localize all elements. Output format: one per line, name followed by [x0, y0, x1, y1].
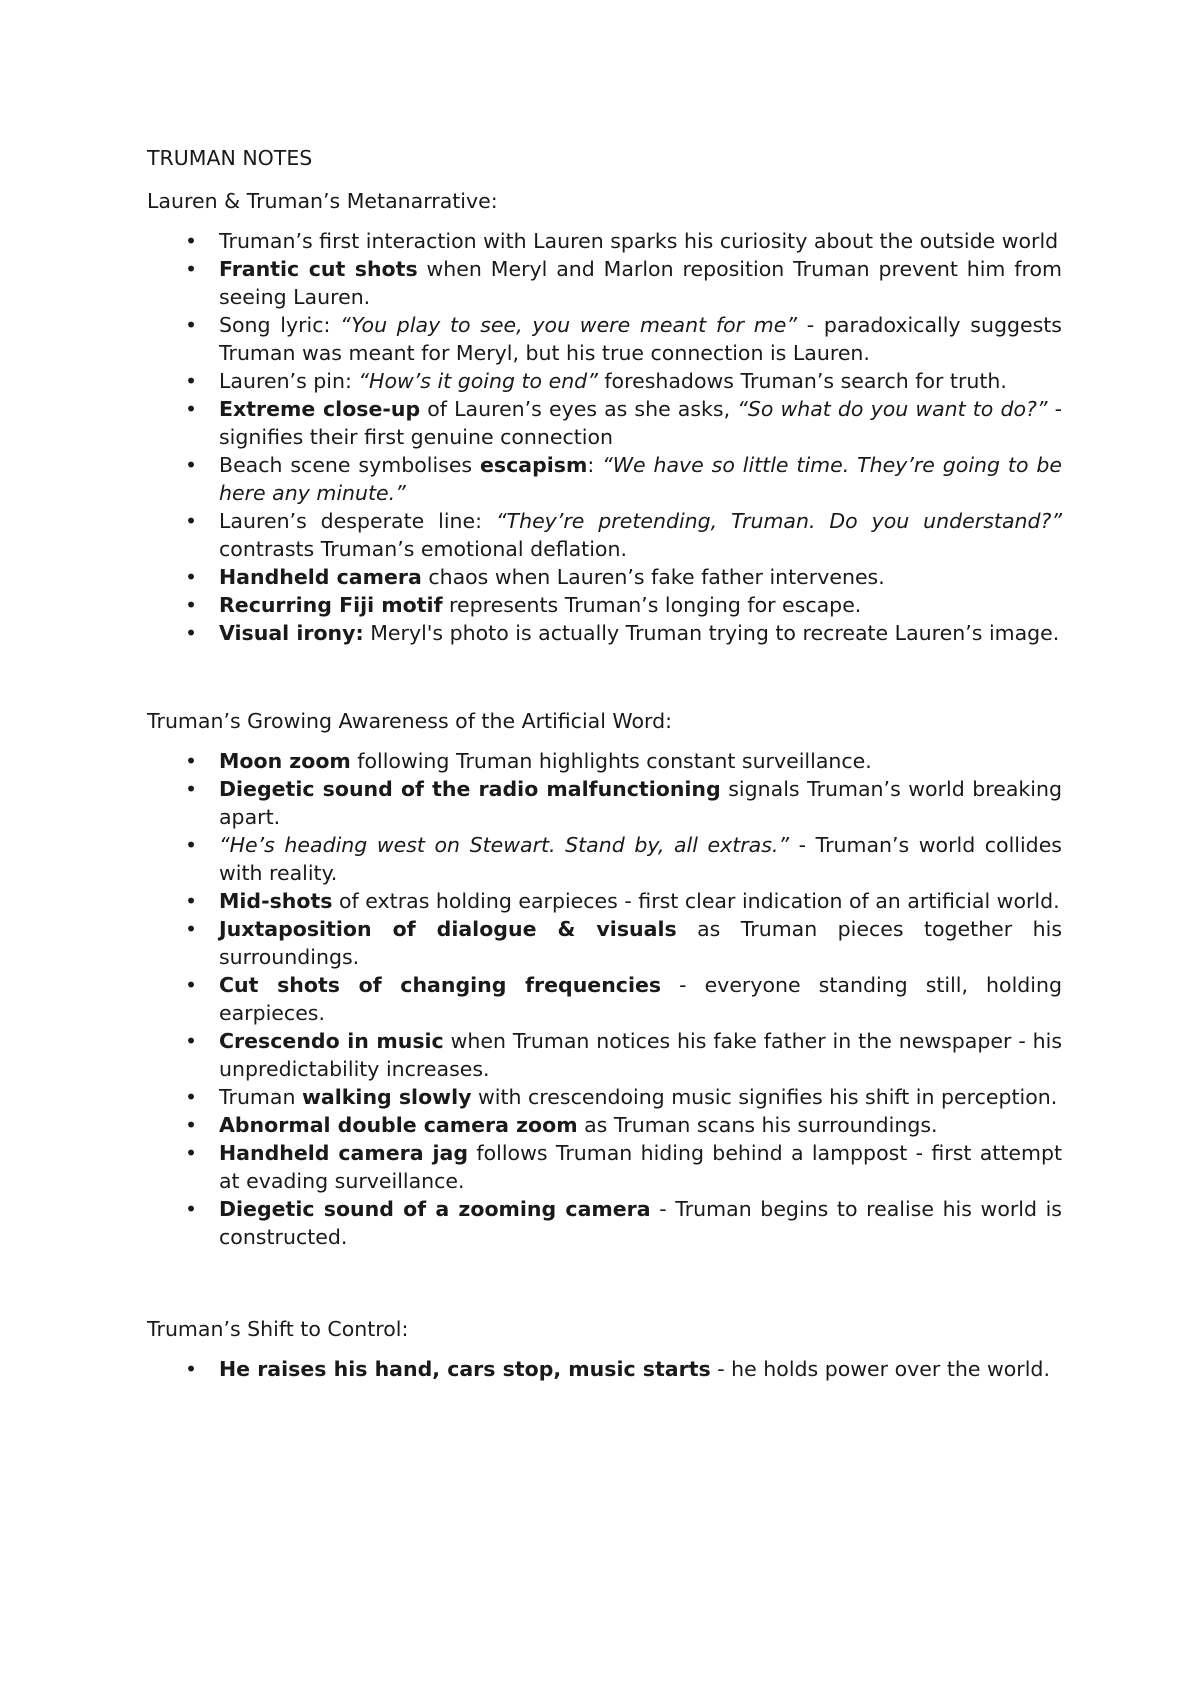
italic-quote: “So what do you want to do?”: [737, 397, 1048, 421]
body-text: as Truman pieces together his surroundings.: [219, 917, 1063, 969]
bold-text: Mid-shots: [219, 889, 333, 913]
bold-text: Diegetic sound of a zooming camera: [219, 1197, 651, 1221]
list-item: [147, 887, 1062, 915]
bold-text: Cut shots of changing frequencies: [219, 973, 662, 997]
bold-text: Diegetic sound of the radio malfunctioning: [219, 777, 721, 801]
list-item: [147, 227, 1062, 255]
body-text: follows Truman hiding behind a lamppost - first attempt at evading surveillance.: [219, 1141, 1062, 1193]
list-item: [147, 1355, 1062, 1383]
body-text: following Truman highlights constant surveillance.: [350, 749, 872, 773]
bold-text: escapism: [479, 453, 588, 477]
bold-text: Handheld camera: [219, 565, 422, 589]
body-text: Truman: [219, 1085, 302, 1109]
bullet-icon: •: [185, 453, 198, 477]
list-item: [147, 311, 1062, 367]
body-text: Beach scene symbolises: [219, 453, 480, 477]
italic-quote: “We have so little time. They’re going to be here any minute.”: [219, 453, 1062, 505]
list-item: [147, 591, 1062, 619]
body-text: Lauren’s pin:: [219, 369, 359, 393]
list-item: [147, 775, 1062, 831]
bullet-list: [147, 747, 1062, 1251]
bold-text: Crescendo in music: [219, 1029, 444, 1053]
list-item: [147, 395, 1062, 451]
body-text: Truman’s first interaction with Lauren sparks his curiosity about the outside world: [219, 229, 1059, 253]
bold-text: walking slowly: [301, 1085, 472, 1109]
italic-quote: “You play to see, you were meant for me”: [340, 313, 797, 337]
list-item: [147, 971, 1062, 1027]
body-text: Song lyric:: [219, 313, 341, 337]
list-item: [147, 1111, 1062, 1139]
section-spacer: [147, 1251, 1062, 1315]
body-text: foreshadows Truman’s search for truth.: [597, 369, 1007, 393]
bold-text: Extreme close-up: [219, 397, 421, 421]
bullet-icon: •: [185, 1197, 198, 1221]
list-item: [147, 451, 1062, 507]
sections-container: [147, 187, 1062, 1383]
list-item: [147, 747, 1062, 775]
bullet-icon: •: [185, 889, 198, 913]
bullet-icon: •: [185, 397, 198, 421]
body-text: Lauren’s desperate line:: [219, 509, 496, 533]
bullet-icon: •: [185, 229, 198, 253]
section-heading: Lauren & Truman’s Metanarrative:: [147, 189, 498, 213]
list-item: [147, 1027, 1062, 1083]
section-spacer: [147, 647, 1062, 707]
bold-text: Abnormal double camera zoom: [219, 1113, 578, 1137]
body-text: signals Truman’s world breaking apart.: [219, 777, 1062, 829]
body-text: - he holds power over the world.: [710, 1357, 1050, 1381]
document-title: TRUMAN NOTES: [147, 146, 313, 170]
body-text: when Truman notices his fake father in the newspaper - his unpredictability increases.: [219, 1029, 1063, 1081]
italic-quote: “He’s heading west on Stewart. Stand by, all extras.”: [219, 833, 790, 857]
bold-text: Visual irony:: [219, 621, 364, 645]
bullet-icon: •: [185, 1029, 198, 1053]
bold-text: Handheld camera jag: [219, 1141, 469, 1165]
bullet-icon: •: [185, 1357, 198, 1381]
italic-quote: “They’re pretending, Truman. Do you understand?”: [495, 509, 1063, 533]
list-item: [147, 619, 1062, 647]
body-text: as Truman scans his surroundings.: [577, 1113, 938, 1137]
bullet-icon: •: [185, 509, 198, 533]
list-item: [147, 915, 1062, 971]
section-heading: Truman’s Growing Awareness of the Artificial Word:: [147, 709, 673, 733]
bullet-list: [147, 227, 1062, 647]
bullet-icon: •: [185, 1085, 198, 1109]
bold-text: Recurring Fiji motif: [219, 593, 443, 617]
list-item: [147, 507, 1062, 563]
bullet-icon: •: [185, 257, 198, 281]
bullet-icon: •: [185, 1113, 198, 1137]
body-text: contrasts Truman’s emotional deflation.: [219, 537, 627, 561]
bullet-icon: •: [185, 973, 198, 997]
bullet-icon: •: [185, 917, 198, 941]
body-text: with crescendoing music signifies his shift in perception.: [471, 1085, 1058, 1109]
list-item: [147, 563, 1062, 591]
body-text: - everyone standing still, holding earpieces.: [219, 973, 1063, 1025]
bold-text: He raises his hand, cars stop, music starts: [219, 1357, 711, 1381]
section-heading: Truman’s Shift to Control:: [147, 1317, 409, 1341]
body-text: chaos when Lauren’s fake father intervenes.: [421, 565, 885, 589]
body-text: :: [587, 453, 603, 477]
body-text: of Lauren’s eyes as she asks,: [420, 397, 738, 421]
list-item: [147, 367, 1062, 395]
bold-text: Frantic cut shots: [219, 257, 418, 281]
bullet-icon: •: [185, 833, 198, 857]
bullet-icon: •: [185, 565, 198, 589]
bullet-list: [147, 1355, 1062, 1383]
document-page: [147, 144, 1062, 1383]
body-text: of extras holding earpieces - first clear indication of an artificial world.: [332, 889, 1060, 913]
bullet-icon: •: [185, 1141, 198, 1165]
list-item: [147, 1195, 1062, 1251]
body-text: represents Truman’s longing for escape.: [442, 593, 862, 617]
bullet-icon: •: [185, 369, 198, 393]
bold-text: Moon zoom: [219, 749, 351, 773]
bullet-icon: •: [185, 621, 198, 645]
list-item: [147, 255, 1062, 311]
bullet-icon: •: [185, 313, 198, 337]
body-text: Meryl's photo is actually Truman trying to recreate Lauren’s image.: [363, 621, 1060, 645]
bold-text: Juxtaposition of dialogue & visuals: [219, 917, 677, 941]
italic-quote: “How’s it going to end”: [358, 369, 598, 393]
list-item: [147, 1083, 1062, 1111]
bullet-icon: •: [185, 749, 198, 773]
body-text: - paradoxically suggests Truman was meant for Meryl, but his true connection is Lauren.: [219, 313, 1062, 365]
body-text: - Truman’s world collides with reality.: [219, 833, 1062, 885]
list-item: [147, 1139, 1062, 1195]
bullet-icon: •: [185, 593, 198, 617]
body-text: when Meryl and Marlon reposition Truman prevent him from seeing Lauren.: [219, 257, 1062, 309]
bullet-icon: •: [185, 777, 198, 801]
body-text: - Truman begins to realise his world is constructed.: [219, 1197, 1062, 1249]
list-item: [147, 831, 1062, 887]
body-text: - signifies their first genuine connection: [219, 397, 1062, 449]
